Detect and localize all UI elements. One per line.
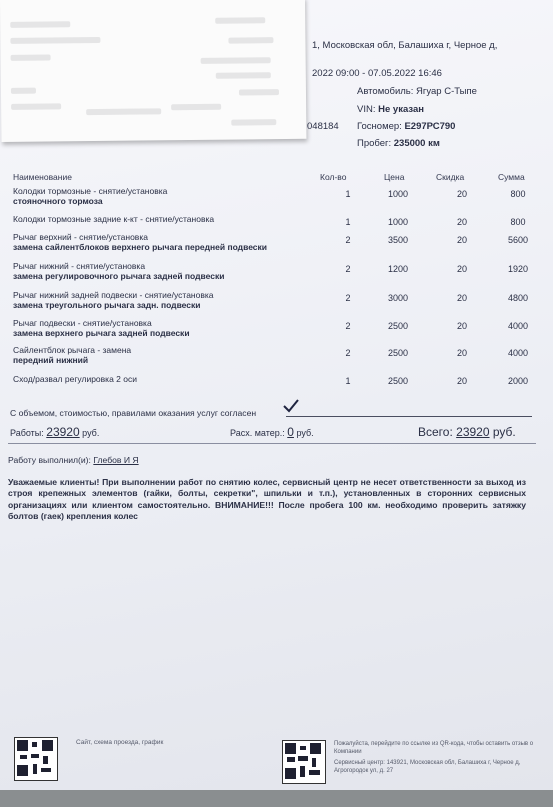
site-qr-code[interactable] bbox=[14, 737, 58, 781]
col-name: Наименование bbox=[13, 172, 72, 182]
row-qty: 2 bbox=[345, 348, 351, 358]
row-detail: замена сайлентблоков верхнего рычага передней подвески bbox=[13, 242, 268, 252]
row-name: Сайлентблок рычага - замена bbox=[13, 345, 132, 355]
row-name: Рычаг нижний - снятие/установка bbox=[13, 261, 146, 271]
order-period: 2022 09:00 - 07.05.2022 16:46 bbox=[312, 68, 442, 79]
grand-total bbox=[418, 425, 516, 439]
order-number-fragment: 048184 bbox=[307, 121, 339, 132]
row-price: 1200 bbox=[387, 264, 409, 274]
row-discount: 20 bbox=[456, 348, 467, 358]
service-address-header: 1, Московская обл, Балашиха г, Черное д, bbox=[312, 40, 498, 51]
site-qr-caption: Сайт, схема проезда, график bbox=[76, 739, 164, 746]
row-discount: 20 bbox=[456, 264, 467, 274]
row-qty: 1 bbox=[345, 189, 351, 199]
totals-divider bbox=[8, 443, 536, 444]
car-label: Автомобиль: bbox=[357, 86, 414, 97]
row-detail: передний нижний bbox=[13, 355, 89, 365]
materials-total-label: Расх. матер.: bbox=[230, 428, 285, 438]
notice-intro: Уважаемые клиенты! При выполнении работ по снятию колес, сервисный центр не несет ответственности за выход из строя крепежных элементов (гайки, болты, секретки", шпильки и т.п.), установленных в сторонних сервисных организациях или клиентом самостоятельно. bbox=[8, 477, 526, 510]
materials-total-value: 0 bbox=[287, 425, 294, 439]
row-qty: 2 bbox=[345, 235, 351, 245]
work-total-unit: руб. bbox=[82, 428, 100, 438]
row-qty: 1 bbox=[345, 217, 351, 227]
mileage-label: Пробег: bbox=[357, 138, 392, 149]
row-discount: 20 bbox=[456, 189, 467, 199]
review-qr-code[interactable] bbox=[282, 740, 326, 784]
grand-total-unit: руб. bbox=[492, 425, 516, 439]
row-sum: 800 bbox=[510, 217, 526, 227]
agreement-signature-line bbox=[286, 416, 532, 417]
row-detail: стояночного тормоза bbox=[13, 196, 103, 206]
row-qty: 2 bbox=[345, 264, 351, 274]
grand-total-value: 23920 bbox=[456, 425, 490, 439]
car-field bbox=[357, 86, 477, 97]
row-discount: 20 bbox=[456, 321, 467, 331]
review-qr-caption: Пожалуйста, перейдите по ссылке из QR-кода, чтобы оставить отзыв о Компании bbox=[334, 741, 534, 755]
vin-field bbox=[357, 104, 424, 115]
col-price: Цена bbox=[384, 172, 405, 182]
row-discount: 20 bbox=[456, 293, 467, 303]
work-total bbox=[10, 425, 99, 439]
row-sum: 800 bbox=[510, 189, 526, 199]
vin-value: Не указан bbox=[378, 104, 424, 115]
row-discount: 20 bbox=[456, 235, 467, 245]
materials-total bbox=[230, 425, 314, 439]
row-discount: 20 bbox=[456, 217, 467, 227]
row-name: Рычаг подвески - снятие/установка bbox=[13, 318, 152, 328]
row-price: 2500 bbox=[387, 376, 409, 386]
row-sum: 1920 bbox=[507, 264, 529, 274]
row-price: 1000 bbox=[387, 217, 409, 227]
plate-value: Е297РС790 bbox=[404, 121, 456, 132]
customer-notice bbox=[8, 477, 526, 522]
performer bbox=[8, 455, 139, 465]
service-address-footer: Сервисный центр: 143921, Московская обл, Балашиха г, Черное д, Агрогородок ул, д. 27 bbox=[334, 760, 521, 774]
row-sum: 4000 bbox=[507, 348, 529, 358]
row-sum: 4000 bbox=[507, 321, 529, 331]
row-detail: замена верхнего рычага задней подвески bbox=[13, 328, 190, 338]
row-price: 2500 bbox=[387, 348, 409, 358]
mileage-value: 235000 км bbox=[393, 138, 440, 149]
notice-outro: После пробега 100 км. необходимо проверить затяжку болтов (гаек) крепления колес bbox=[8, 499, 527, 521]
row-name: Рычаг нижний задней подвески - снятие/установка bbox=[13, 290, 214, 300]
col-sum: Сумма bbox=[498, 172, 525, 182]
row-detail: замена треугольного рычага задн. подвески bbox=[13, 300, 201, 310]
row-sum: 5600 bbox=[507, 235, 529, 245]
row-name: Сход/развал регулировка 2 оси bbox=[13, 374, 137, 384]
row-sum: 4800 bbox=[507, 293, 529, 303]
row-sum: 2000 bbox=[507, 376, 529, 386]
col-qty: Кол-во bbox=[320, 172, 347, 182]
row-name: Колодки тормозные - снятие/установка bbox=[13, 186, 168, 196]
work-total-value: 23920 bbox=[46, 425, 80, 439]
row-qty: 2 bbox=[345, 321, 351, 331]
vin-label: VIN: bbox=[357, 104, 376, 115]
row-price: 3000 bbox=[387, 293, 409, 303]
row-qty: 1 bbox=[345, 376, 351, 386]
notice-warning: ВНИМАНИЕ!!! bbox=[215, 499, 274, 510]
row-qty: 2 bbox=[345, 293, 351, 303]
checkmark-icon bbox=[282, 398, 300, 414]
performer-label: Работу выполнил(и): bbox=[8, 455, 91, 465]
performer-value: Глебов И Я bbox=[93, 455, 139, 465]
plate-label: Госномер: bbox=[357, 121, 402, 132]
row-price: 1000 bbox=[387, 189, 409, 199]
row-price: 3500 bbox=[387, 235, 409, 245]
work-total-label: Работы: bbox=[10, 428, 44, 438]
row-name: Колодки тормозные задние к-кт - снятие/установка bbox=[13, 214, 215, 224]
plate-field bbox=[357, 121, 455, 132]
row-price: 2500 bbox=[387, 321, 409, 331]
agreement-text: С объемом, стоимостью, правилами оказания услуг согласен bbox=[10, 408, 257, 418]
row-detail: замена регулировочного рычага задней подвески bbox=[13, 271, 225, 281]
row-discount: 20 bbox=[456, 376, 467, 386]
materials-total-unit: руб. bbox=[296, 428, 314, 438]
col-discount: Скидка bbox=[436, 172, 465, 182]
row-name: Рычаг верхний - снятие/установка bbox=[13, 232, 148, 242]
grand-total-label: Всего: bbox=[418, 425, 453, 439]
car-value: Ягуар С-Тыпе bbox=[416, 86, 477, 97]
receipt-overlay bbox=[0, 0, 306, 142]
mileage-field bbox=[357, 138, 440, 149]
